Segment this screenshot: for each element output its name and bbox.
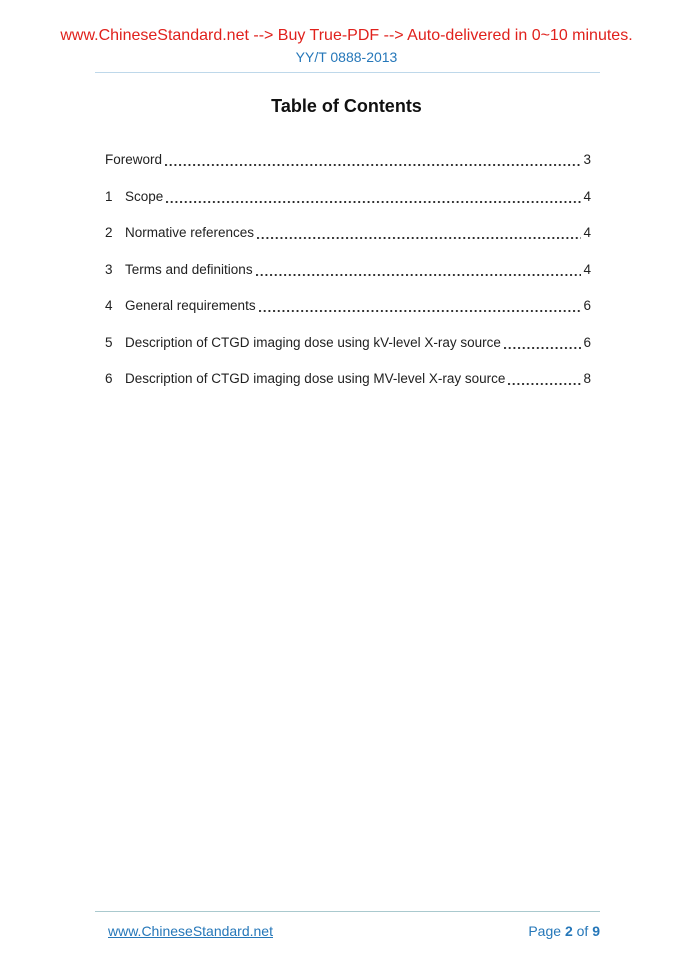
toc-entry-page: 8 [583, 371, 591, 386]
toc-entry[interactable] [95, 187, 600, 207]
toc-entry-number: 3 [105, 261, 113, 277]
toc-entry[interactable] [95, 223, 600, 243]
toc-entry-number: 2 [105, 225, 113, 240]
standard-code-label: YY/T 0888-2013 [295, 49, 398, 65]
toc-entry-page: 6 [583, 334, 591, 350]
toc-entry-label: Normative references [125, 225, 255, 240]
toc-dot-leader [504, 347, 581, 349]
toc-entry[interactable] [95, 150, 600, 170]
buy-pdf-promo-link[interactable]: www.ChineseStandard.net --> Buy True-PDF --> Auto-delivered in 0~10 minutes. [60, 27, 633, 44]
toc-entry-page: 4 [583, 188, 591, 204]
toc-entry[interactable] [95, 333, 600, 353]
toc-dot-leader [257, 237, 581, 239]
toc-dot-leader [256, 274, 581, 276]
toc-entry-label: Description of CTGD imaging dose using MV-level X-ray source [125, 371, 506, 386]
toc-entry-page: 4 [583, 225, 591, 240]
footer-website-link[interactable]: www.ChineseStandard.net [108, 923, 273, 939]
toc-entry-page: 6 [583, 298, 591, 313]
footer-divider [95, 911, 600, 912]
toc-dot-leader [259, 310, 581, 312]
toc-entry-number: 4 [105, 298, 113, 313]
page-indicator-separator: of [576, 923, 589, 939]
toc-entry-label: Terms and definitions [125, 261, 253, 277]
toc-entry-label: Foreword [105, 152, 163, 167]
toc-entry[interactable] [95, 296, 600, 316]
toc-dot-leader [166, 201, 581, 203]
page-number-current: 2 [564, 923, 573, 939]
toc-entry[interactable] [95, 369, 600, 389]
toc-entry-number: 5 [105, 334, 113, 350]
toc-entry[interactable] [95, 260, 600, 280]
toc-entry-label: Scope [125, 188, 164, 204]
page-indicator [528, 921, 600, 941]
table-of-contents [95, 150, 600, 406]
toc-dot-leader [508, 383, 581, 385]
toc-entry-number: 6 [105, 371, 113, 386]
toc-entry-page: 4 [583, 261, 591, 277]
toc-entry-page: 3 [583, 152, 591, 167]
toc-dot-leader [165, 164, 581, 166]
page-title: Table of Contents [271, 96, 422, 116]
toc-entry-number: 1 [105, 188, 113, 204]
header-divider [95, 72, 600, 73]
page-number-total: 9 [592, 923, 600, 939]
footer [95, 921, 600, 941]
toc-entry-label: Description of CTGD imaging dose using kV-level X-ray source [125, 334, 501, 350]
page-indicator-prefix: Page [528, 923, 562, 939]
toc-entry-label: General requirements [125, 298, 256, 313]
